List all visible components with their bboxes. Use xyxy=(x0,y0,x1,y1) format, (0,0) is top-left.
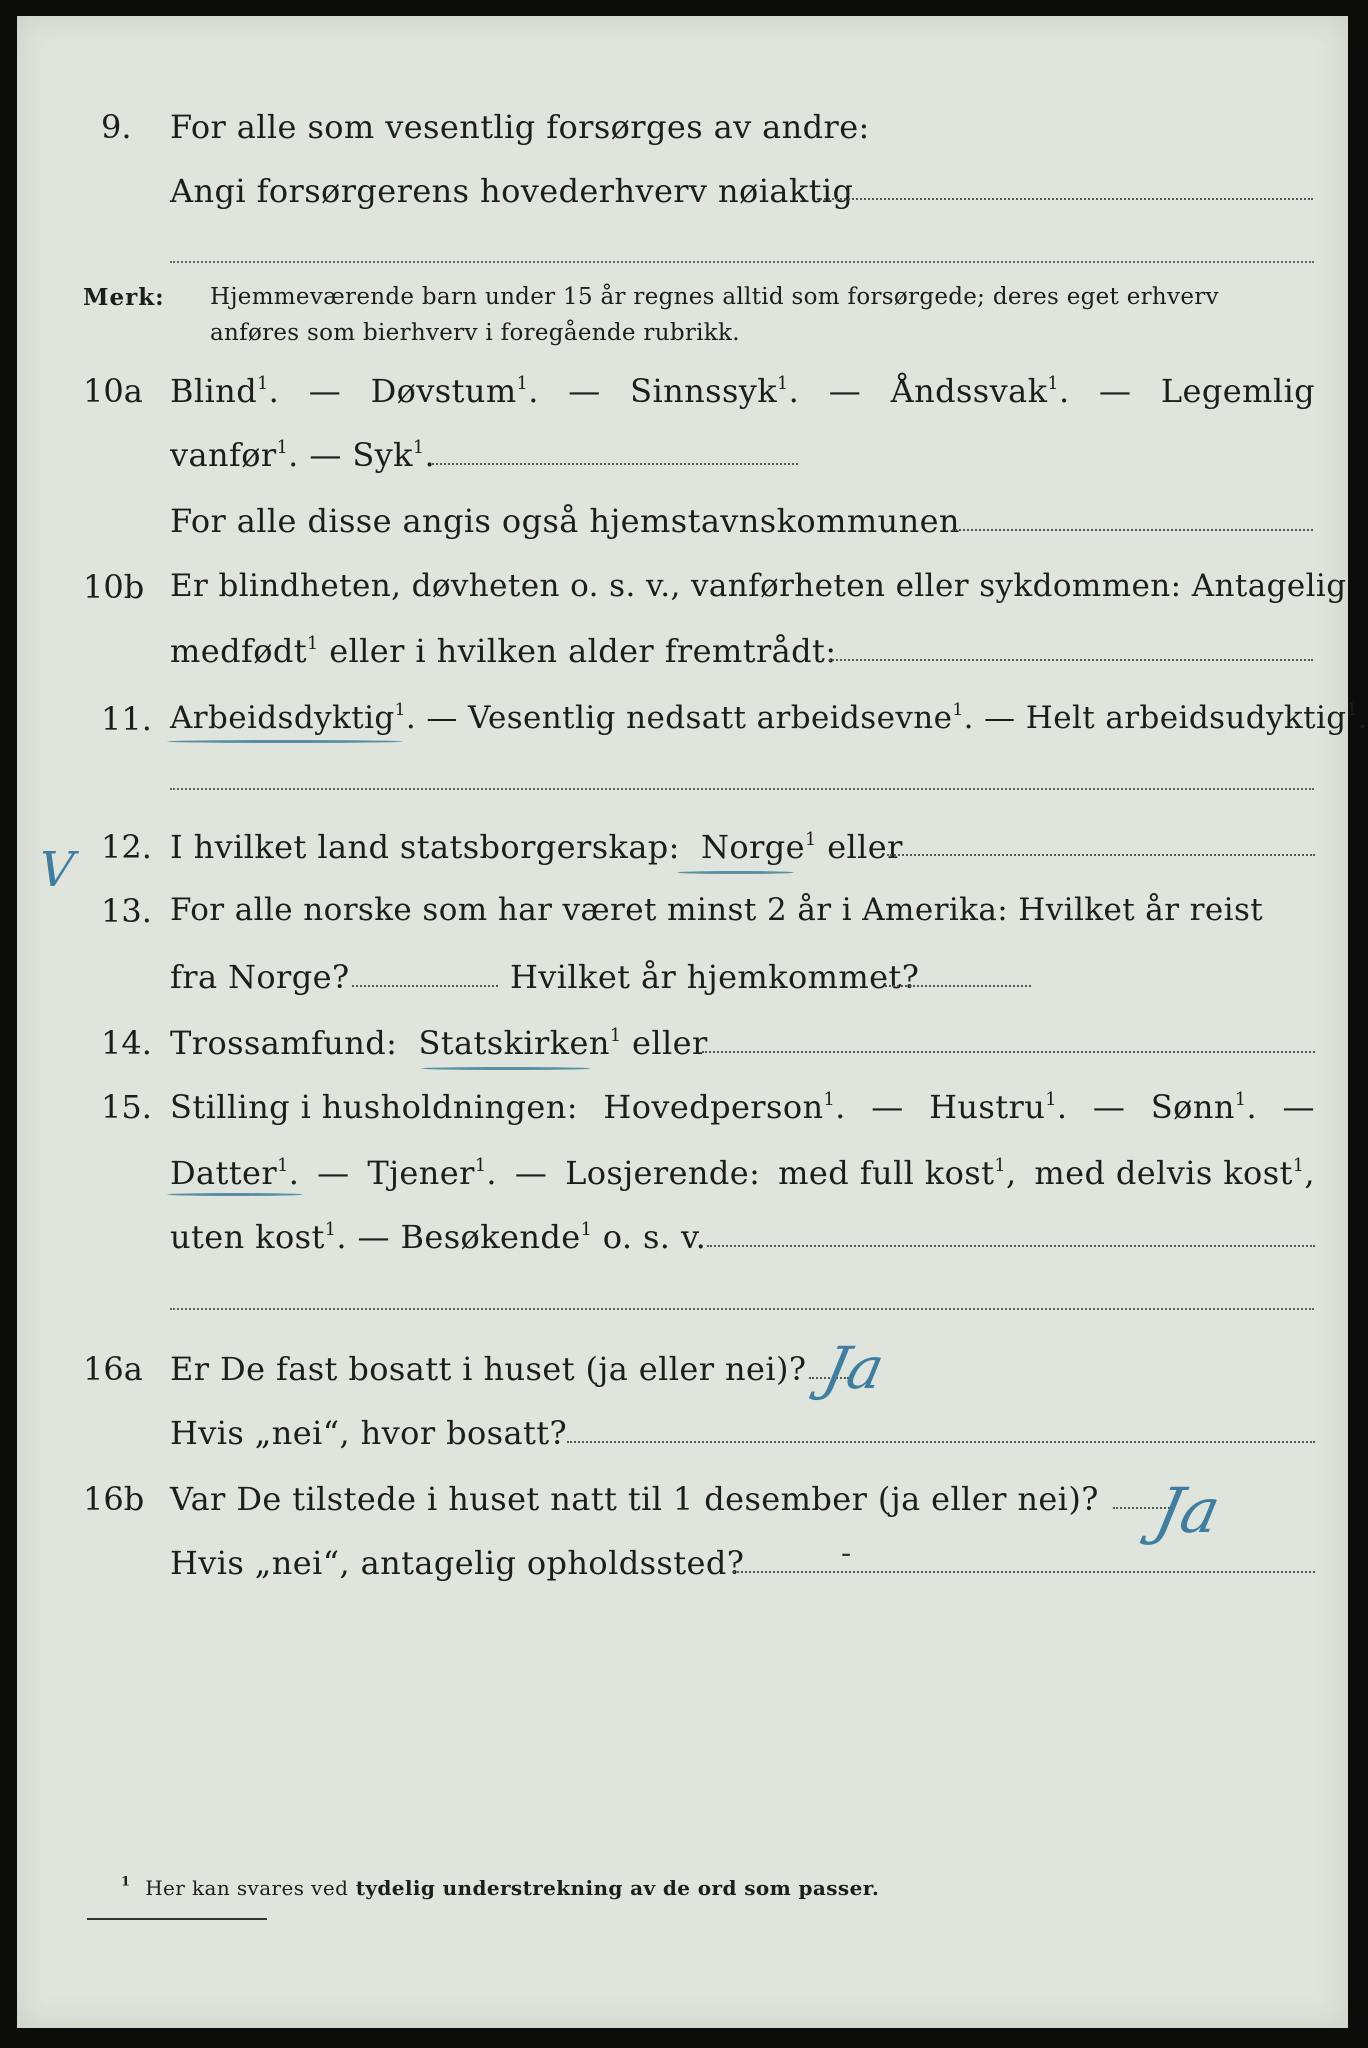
q12-number: 12. xyxy=(101,828,152,866)
q13-number: 13. xyxy=(101,892,152,930)
option-sonn[interactable]: Sønn$^1$. xyxy=(1150,1088,1258,1126)
q16b-handwritten-answer: Ja xyxy=(1149,1474,1227,1547)
q9-number: 9. xyxy=(101,108,132,146)
arbeidsdyktig-underline xyxy=(167,740,403,743)
q16a-bosatt-label: Hvis „nei“, hvor bosatt? xyxy=(170,1414,568,1452)
option-blind[interactable]: Blind$^1$. xyxy=(170,372,280,410)
q10a-syk-answer-line[interactable] xyxy=(432,463,798,465)
q13-question: For alle norske som har været minst 2 år i Amerika: Hvilket år reist xyxy=(170,892,1264,928)
merk-note-line2: anføres som bierhverv i foregående rubrikk. xyxy=(210,320,740,346)
q16b-handwritten-dash: - xyxy=(841,1536,852,1571)
q10a-options-row xyxy=(170,372,1315,410)
separator: — xyxy=(308,372,342,410)
merk-label: Merk: xyxy=(83,284,165,311)
q9-question: For alle som vesentlig forsørges av andre: xyxy=(170,108,870,146)
separator: — xyxy=(1099,372,1132,410)
q16b-question: Var De tilstede i huset natt til 1 desember (ja eller nei)? xyxy=(170,1480,1099,1518)
q13-hjemkommet-label: Hvilket år hjemkommet? xyxy=(510,958,920,996)
option-hustru[interactable]: Hustru$^1$. xyxy=(929,1088,1068,1126)
q16b-opholdssted-label: Hvis „nei“, antagelig opholdssted? xyxy=(170,1544,745,1582)
q11-options[interactable]: Arbeidsdyktig$^1$. — Vesentlig nedsatt arbeidsevne$^1$. — Helt arbeidsudyktig$^1$. xyxy=(170,700,1368,736)
q9-answer-line[interactable] xyxy=(817,198,1313,200)
q10b-number: 10b xyxy=(83,568,145,606)
q15-label: Stilling i husholdningen: xyxy=(170,1088,578,1126)
q16b-opholdssted-answer-line[interactable] xyxy=(733,1571,1315,1573)
q15-row2: Datter$^1$. — Tjener$^1$. — Losjerende: med full kost$^1$, med delvis kost$^1$, xyxy=(170,1154,1315,1192)
option-andssvak[interactable]: Åndssvak$^1$. xyxy=(890,372,1070,410)
q12-answer-line[interactable] xyxy=(887,854,1315,856)
datter-underline xyxy=(167,1193,303,1196)
q15-number: 15. xyxy=(101,1088,152,1126)
q15-row3: uten kost$^1$. — Besøkende$^1$ o. s. v. xyxy=(170,1218,707,1256)
q15-answer-line-2[interactable] xyxy=(170,1308,1314,1310)
q9-hovederhverv-label: Angi forsørgerens hovederhverv nøiaktig xyxy=(170,172,854,210)
option-statskirken[interactable]: Statskirken xyxy=(418,1024,610,1062)
statskirken-underline xyxy=(421,1067,591,1070)
q15-row1: Stilling i husholdningen: Hovedperson$^1$. — Hustru$^1$. — Sønn$^1$. — xyxy=(170,1088,1315,1126)
q10b-question: Er blindheten, døvheten o. s. v., vanførheten eller sykdommen: Antagelig xyxy=(170,568,1347,604)
option-delvis-kost[interactable]: med delvis kost$^1$, xyxy=(1034,1154,1315,1192)
q13-hjemkommet-answer-line[interactable] xyxy=(885,985,1031,987)
losjerende-label: Losjerende: xyxy=(565,1154,761,1192)
footnote: $^1$ Her kan svares ved tydelig understrekning av de ord som passer. xyxy=(121,1874,880,1900)
q13-fra-norge-label: fra Norge? xyxy=(170,958,350,996)
q10b-answer-line[interactable] xyxy=(829,659,1313,661)
q14-question: Trossamfund: Statskirken$^1$ eller xyxy=(170,1024,708,1062)
q12-question: I hvilket land statsborgerskap: Norge$^1$ eller xyxy=(170,828,903,866)
option-sinnssyk[interactable]: Sinnssyk$^1$. xyxy=(630,372,800,410)
q10a-hjemstavn-answer-line[interactable] xyxy=(952,529,1313,531)
q13-reist-answer-line[interactable] xyxy=(352,985,498,987)
option-tjener[interactable]: Tjener$^1$. xyxy=(367,1154,497,1192)
q16a-bosatt-answer-line[interactable] xyxy=(567,1441,1315,1443)
option-besokende[interactable]: Besøkende xyxy=(400,1218,581,1256)
footnote-rule xyxy=(87,1918,267,1920)
q16b-number: 16b xyxy=(83,1480,145,1518)
q11-answer-line[interactable] xyxy=(170,788,1314,790)
q10a-number: 10a xyxy=(83,372,143,410)
q16a-number: 16a xyxy=(83,1350,143,1388)
option-uten-kost[interactable]: uten kost xyxy=(170,1218,325,1256)
census-form-page xyxy=(17,16,1368,2028)
q9-answer-line-2[interactable] xyxy=(170,261,1314,263)
check-mark: V xyxy=(32,842,81,898)
option-legemlig[interactable]: Legemlig xyxy=(1160,372,1315,410)
q10b-alder-label: medfødt$^1$ eller i hvilken alder fremtrådt: xyxy=(170,632,837,670)
q10a-hjemstavn-label: For alle disse angis også hjemstavnskommunen xyxy=(170,502,960,540)
norge-underline xyxy=(677,871,794,874)
q16a-handwritten-answer: Ja xyxy=(817,1334,891,1402)
option-dovstum[interactable]: Døvstum$^1$. xyxy=(370,372,539,410)
option-datter[interactable]: Datter$^1$. xyxy=(170,1154,300,1192)
separator: — xyxy=(828,372,862,410)
option-full-kost[interactable]: med full kost$^1$, xyxy=(778,1154,1017,1192)
q14-answer-line[interactable] xyxy=(702,1051,1315,1053)
option-hovedperson[interactable]: Hovedperson$^1$. xyxy=(603,1088,846,1126)
q15-answer-line[interactable] xyxy=(707,1245,1315,1247)
q14-number: 14. xyxy=(101,1024,152,1062)
option-norge[interactable]: Norge xyxy=(701,828,806,866)
option-vanfor-syk[interactable]: vanfør$^1$. — Syk$^1$. xyxy=(170,436,436,474)
q16a-question: Er De fast bosatt i huset (ja eller nei)? xyxy=(170,1350,807,1388)
separator: — xyxy=(568,372,601,410)
merk-note-line1: Hjemmeværende barn under 15 år regnes alltid som forsørgede; deres eget erhverv xyxy=(210,284,1219,310)
q11-number: 11. xyxy=(101,700,152,738)
